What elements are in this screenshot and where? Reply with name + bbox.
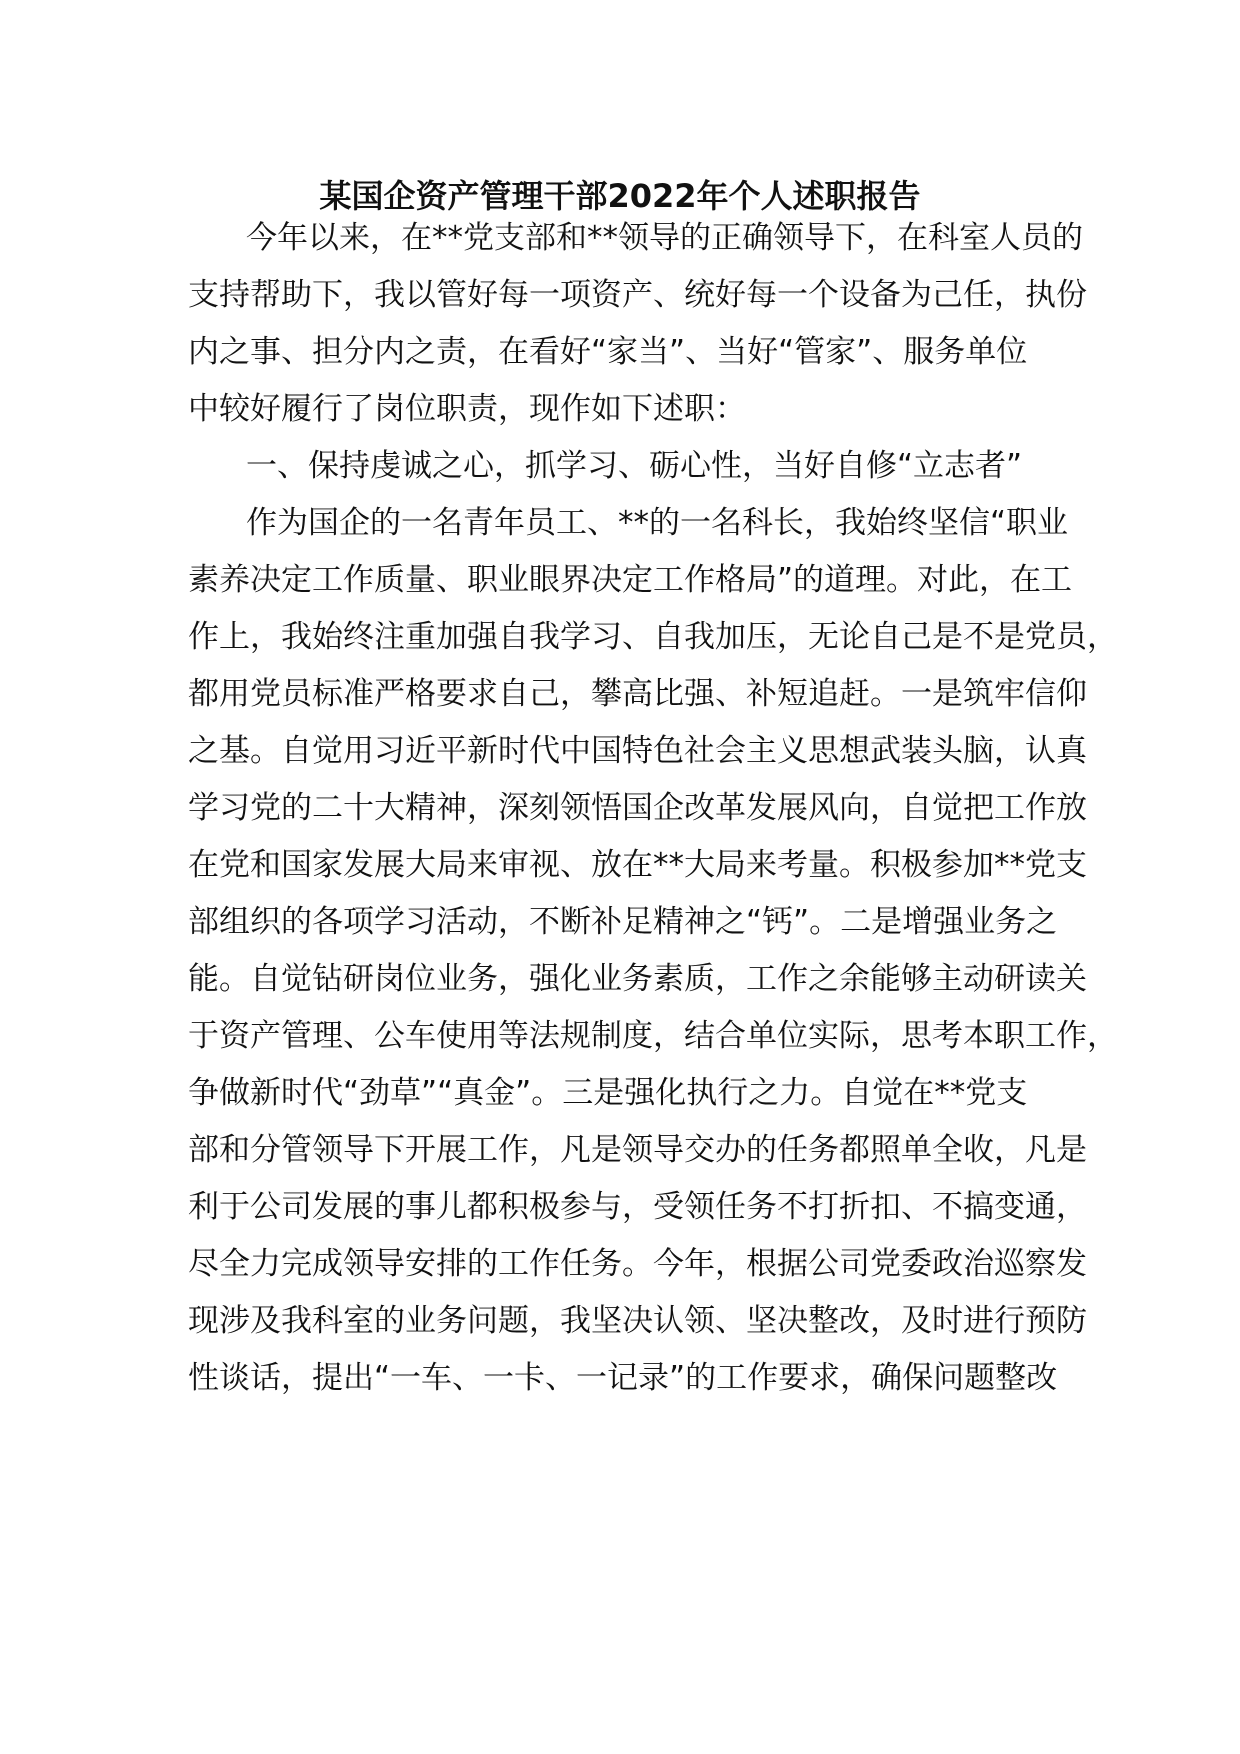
paragraph-line: 能。自觉钻研岗位业务，强化业务素质，工作之余能够主动研读关 [188,961,1087,997]
paragraph-line: 内之事、担分内之责，在看好“家当”、当好“管家”、服务单位 [188,334,1028,370]
paragraph-line: 尽全力完成领导安排的工作任务。今年，根据公司党委政治巡察发 [188,1246,1087,1282]
paragraph-line: 作为国企的一名青年员工、**的一名科长，我始终坚信“职业 [246,505,1069,541]
paragraph-line: 今年以来，在**党支部和**领导的正确领导下，在科室人员的 [246,220,1083,256]
section-heading: 一、保持虔诚之心，抓学习、砺心性，当好自修“立志者” [246,448,1023,484]
paragraph-line: 在党和国家发展大局来审视、放在**大局来考量。积极参加**党支 [188,847,1087,883]
paragraph-line: 作上，我始终注重加强自我学习、自我加压，无论自己是不是党员， [188,619,1118,655]
paragraph-line: 性谈话，提出“一车、一卡、一记录”的工作要求，确保问题整改 [188,1360,1058,1396]
paragraph-line: 利于公司发展的事儿都积极参与，受领任务不打折扣、不搞变通， [188,1189,1087,1225]
paragraph-line: 都用党员标准严格要求自己，攀高比强、补短追赶。一是筑牢信仰 [188,676,1087,712]
paragraph-line: 现涉及我科室的业务问题，我坚决认领、坚决整改，及时进行预防 [188,1303,1087,1339]
paragraph-line: 中较好履行了岗位职责，现作如下述职： [188,391,746,427]
paragraph-line: 之基。自觉用习近平新时代中国特色社会主义思想武装头脑，认真 [188,733,1087,769]
document-title: 某国企资产管理干部2022年个人述职报告 [319,177,921,215]
paragraph-line: 部和分管领导下开展工作，凡是领导交办的任务都照单全收，凡是 [188,1132,1087,1168]
paragraph-line: 素养决定工作质量、职业眼界决定工作格局”的道理。对此，在工 [188,562,1073,598]
paragraph-line: 部组织的各项学习活动，不断补足精神之“钙”。二是增强业务之 [188,904,1058,940]
paragraph-line: 支持帮助下，我以管好每一项资产、统好每一个设备为己任，执份 [188,277,1087,313]
paragraph-line: 于资产管理、公车使用等法规制度，结合单位实际，思考本职工作， [188,1018,1118,1054]
paragraph-line: 学习党的二十大精神，深刻领悟国企改革发展风向，自觉把工作放 [188,790,1087,826]
paragraph-line: 争做新时代“劲草”“真金”。三是强化执行之力。自觉在**党支 [188,1075,1028,1111]
